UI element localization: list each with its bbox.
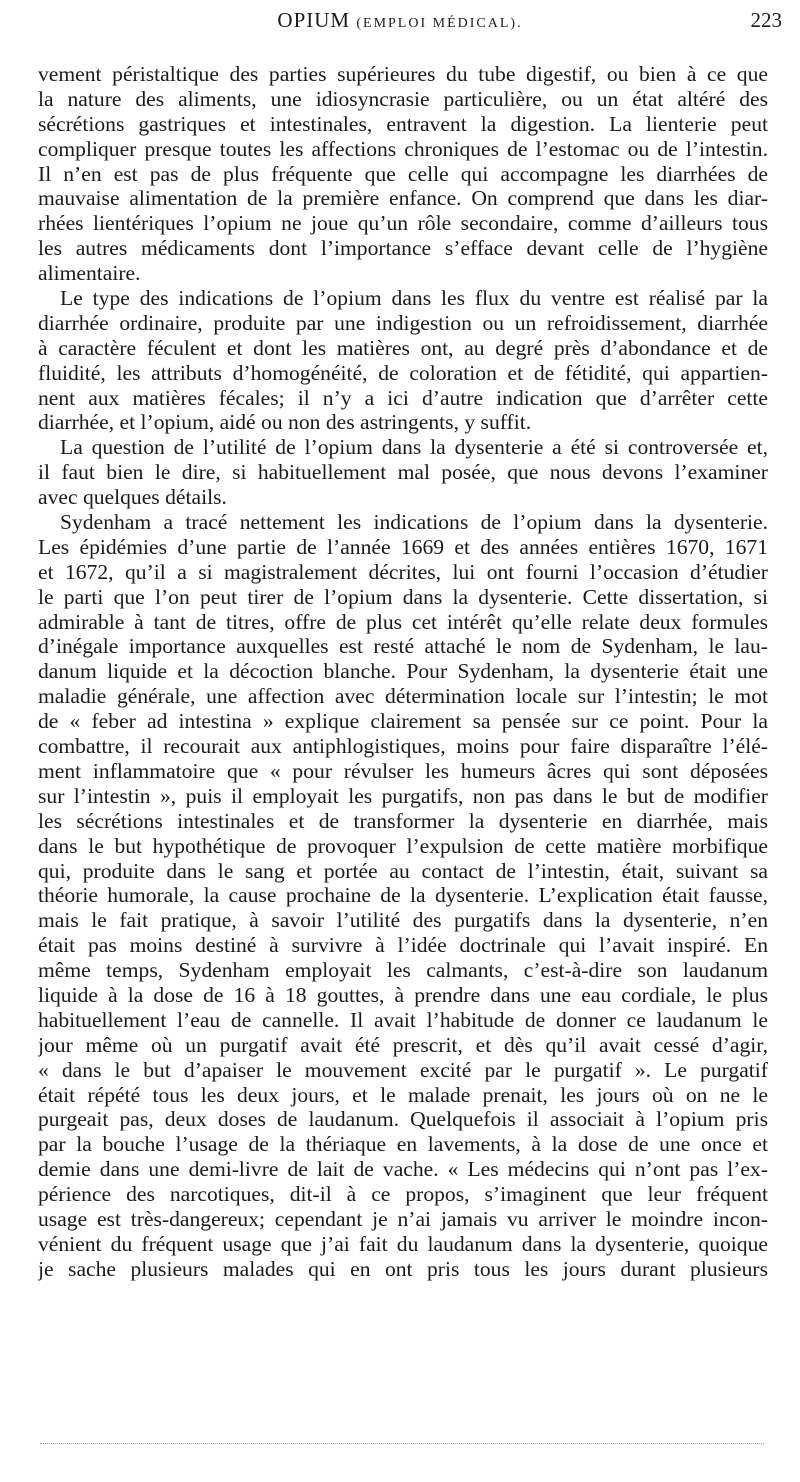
text-line: fluidité, les attributs d’homogénéité, de coloration et de fétidité, qui appartien-	[38, 360, 768, 385]
text-line: diarrhée, et l’opium, aidé ou non des astringents, y suffit.	[38, 410, 532, 435]
running-title-main: OPIUM	[277, 8, 351, 32]
text-line: vénient du fréquent usage que j’ai fait du laudanum dans la dysenterie, quoique	[38, 1231, 768, 1256]
text-line: usage est très-dangereux; cependant je n’ai jamais vu arriver le moindre incon-	[38, 1206, 768, 1231]
text-line: de « feber ad intestina » explique clairement sa pensée sur ce point. Pour la	[38, 709, 768, 734]
text-line: Sydenham a tracé nettement les indications de l’opium dans la dysenterie.	[60, 510, 768, 535]
text-line: rhées lientériques l’opium ne joue qu’un rôle secondaire, comme d’ailleurs tous	[38, 211, 768, 236]
text-line: liquide à la dose de 16 à 18 gouttes, à prendre dans une eau cordiale, le plus	[38, 982, 768, 1007]
text-line: Le type des indications de l’opium dans les flux du ventre est réalisé par la	[60, 286, 768, 311]
text-line: périence des narcotiques, dit-il à ce propos, s’imaginent que leur fréquent	[38, 1182, 768, 1207]
text-line: sur l’intestin », puis il employait les purgatifs, non pas dans le but de modifier	[38, 783, 768, 808]
text-line: qui, produite dans le sang et portée au contact de l’intestin, était, suivant sa	[38, 858, 768, 883]
text-line: vement péristaltique des parties supérieures du tube digestif, ou bien à ce que	[38, 62, 768, 86]
text-line: diarrhée ordinaire, produite par une indigestion ou un refroidissement, diarrhée	[38, 310, 768, 335]
body-text	[38, 62, 768, 1282]
text-line: même temps, Sydenham employait les calmants, c’est-à-dire son laudanum	[38, 958, 768, 983]
text-line: habituellement l’eau de cannelle. Il avait l’habitude de donner ce laudanum le	[38, 1007, 768, 1032]
text-line: mais le fait pratique, à savoir l’utilité des purgatifs dans la dysenterie, n’en	[38, 908, 768, 933]
text-line: il faut bien le dire, si habituellement mal posée, que nous devons l’examiner	[38, 460, 768, 485]
text-line: demie dans une demi-livre de lait de vache. « Les médecins qui n’ont pas l’ex-	[38, 1157, 768, 1182]
text-line: Il n’en est pas de plus fréquente que celle qui accompagne les diarrhées de	[38, 161, 768, 186]
text-line: le parti que l’on peut tirer de l’opium dans la dysenterie. Cette dissertation, si	[38, 584, 768, 609]
text-line: compliquer presque toutes les affections chroniques de l’estomac ou de l’intestin.	[38, 136, 768, 161]
running-header	[0, 4, 800, 34]
text-line: jour même où un purgatif avait été prescrit, et dès qu’il avait cessé d’agir,	[38, 1032, 768, 1057]
text-line: combattre, il recourait aux antiphlogistiques, moins pour faire disparaître l’élé-	[38, 734, 768, 759]
text-line: « dans le but d’apaiser le mouvement excité par le purgatif ». Le purgatif	[38, 1057, 768, 1082]
text-line: La question de l’utilité de l’opium dans la dysenterie a été si controversée et,	[60, 435, 768, 460]
text-line: sécrétions gastriques et intestinales, entravent la digestion. La lienterie peut	[38, 111, 768, 136]
text-line: dans le but hypothétique de provoquer l’expulsion de cette matière morbifique	[38, 833, 768, 858]
text-line: à caractère féculent et dont les matières ont, au degré près d’abondance et de	[38, 335, 768, 360]
text-line: je sache plusieurs malades qui en ont pris tous les jours durant plusieurs	[38, 1256, 768, 1281]
text-line: Les épidémies d’une partie de l’année 1669 et des années entières 1670, 1671	[38, 534, 768, 559]
text-line: les sécrétions intestinales et de transformer la dysenterie en diarrhée, mais	[38, 808, 768, 833]
text-line: était répété tous les deux jours, et le malade prenait, les jours où on ne le	[38, 1082, 768, 1107]
text-line: alimentaire.	[38, 261, 141, 286]
footer-rule	[40, 1443, 764, 1444]
text-line: mauvaise alimentation de la première enfance. On comprend que dans les diar-	[38, 186, 768, 211]
text-line: ment inflammatoire que « pour révulser les humeurs âcres qui sont déposées	[38, 758, 768, 783]
text-line: admirable à tant de titres, offre de plus cet intérêt qu’elle relate deux formules	[38, 609, 768, 634]
text-line: nent aux matières fécales; il n’y a ici d’autre indication que d’arrêter cette	[38, 385, 768, 410]
text-line: était pas moins destiné à survivre à l’idée doctrinale qui l’avait inspiré. En	[38, 933, 768, 958]
text-line: maladie générale, une affection avec détermination locale sur l’intestin; le mot	[38, 684, 768, 709]
text-line: avec quelques détails.	[38, 485, 227, 510]
text-line: purgeait pas, deux doses de laudanum. Quelquefois il associait à l’opium pris	[38, 1107, 768, 1132]
text-line: par la bouche l’usage de la thériaque en lavements, à la dose de une once et	[38, 1132, 768, 1157]
text-line: les autres médicaments dont l’importance s’efface devant celle de l’hygiène	[38, 236, 768, 261]
text-line: théorie humorale, la cause prochaine de la dysenterie. L’explication était fausse,	[38, 883, 768, 908]
text-line: et 1672, qu’il a si magistralement décrites, lui ont fourni l’occasion d’étudier	[38, 559, 768, 584]
text-line: d’inégale importance auxquelles est resté attaché le nom de Sydenham, le lau-	[38, 634, 768, 659]
running-title-sub: (EMPLOI MÉDICAL).	[356, 16, 523, 31]
page-number: 223	[750, 8, 782, 32]
text-line: la nature des aliments, une idiosyncrasie particulière, ou un état altéré des	[38, 86, 768, 111]
running-title	[0, 8, 800, 33]
text-line: danum liquide et la décoction blanche. Pour Sydenham, la dysenterie était une	[38, 659, 768, 684]
